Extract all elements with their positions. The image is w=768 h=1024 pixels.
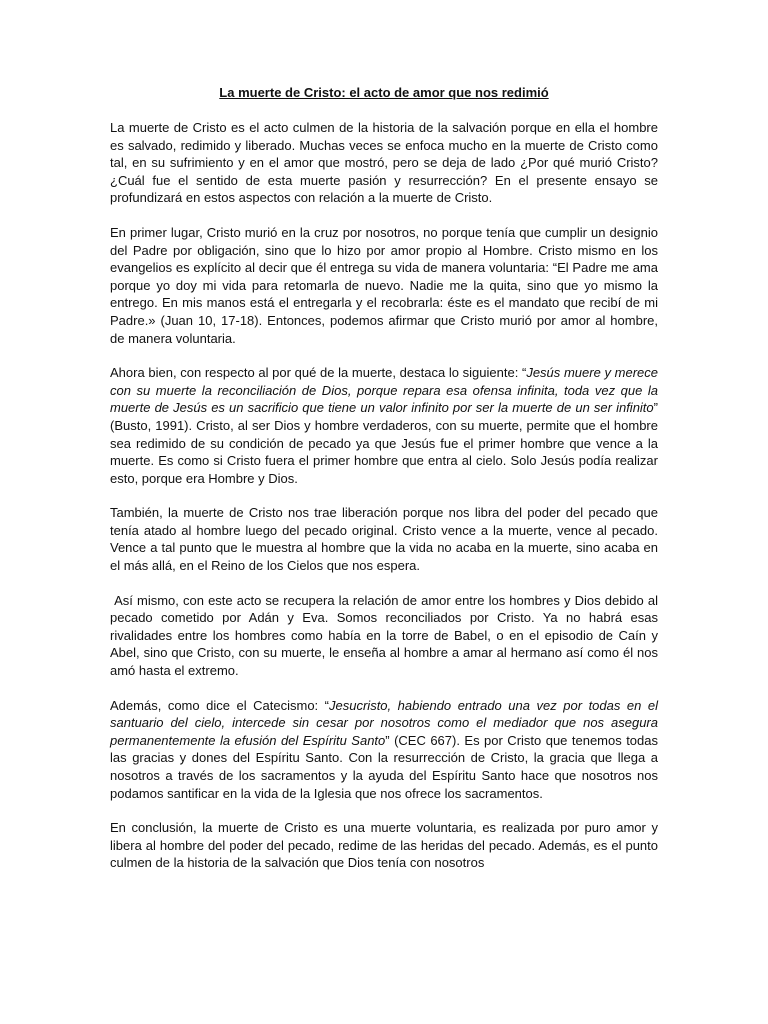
paragraph-text: Ahora bien, con respecto al por qué de la muerte, destaca lo siguiente: “	[110, 365, 527, 381]
paragraph-text: ” (CEC 667). Es por Cristo que tenemos todas las gracias y dones del Espíritu Santo. Con la resurrección de Cristo, la gracia que llega a nosotros a través de los sacramentos y la ayuda del Espíritu Santo hace que nosotros nos podamos santificar en la vida de la Iglesia que nos ofrece los sacramentos.	[110, 732, 658, 801]
paragraph-text: Además, como dice el Catecismo: “	[110, 697, 330, 713]
paragraph-catechism	[110, 697, 658, 803]
document-title: La muerte de Cristo: el acto de amor que nos redimió	[219, 85, 549, 100]
quote-text: Jesucristo, habiendo entrado una vez por todas en el santuario del cielo, intercede sin cesar por nosotros como el mediador que nos asegura permanentemente la efusión del Espíritu Santo	[110, 697, 658, 748]
paragraph-why-death	[110, 364, 658, 487]
document-page	[110, 84, 662, 889]
paragraph-reconciliation: Así mismo, con este acto se recupera la relación de amor entre los hombres y Dios debido al pecado cometido por Adán y Eva. Somos reconciliados por Cristo. Ya no habrá esas rivalidades entre los hombres como había en la torre de Babel, o en el episodio de Caín y Abel, sino que Cristo, con su muerte, le enseña al hombre a amar al hermano así como él nos amó hasta el extremo.	[110, 592, 662, 679]
paragraph-text: ” (Busto, 1991). Cristo, al ser Dios y hombre verdaderos, con su muerte, permite que el hombre sea redimido de su condición de pecado ya que Jesús fue el primer hombre que vence a la muerte. Es como si Cristo fuera el primer hombre que entra al cielo. Solo Jesús podía realizar esto, porque era Hombre y Dios.	[110, 400, 658, 486]
paragraph-first-point: En primer lugar, Cristo murió en la cruz por nosotros, no porque tenía que cumplir un designio del Padre por obligación, sino que lo hizo por amor propio al Hombre. Cristo mismo en los evangelios es explícito al decir que él entrega su vida de manera voluntaria: “El Padre me ama porque yo doy mi vida para retomarla de nuevo. Nadie me la quita, sino que yo mismo la entrego. En mis manos está el entregarla y el recobrarla: éste es el mandato que recibí de mi Padre.» (Juan 10, 17-18). Entonces, podemos afirmar que Cristo murió por amor al hombre, de manera voluntaria.	[110, 224, 658, 346]
paragraph-conclusion: En conclusión, la muerte de Cristo es una muerte voluntaria, es realizada por puro amor y libera al hombre del poder del pecado, redime de las heridas del pecado. Además, es el punto culmen de la historia de la salvación que Dios tenía con nosotros	[110, 820, 658, 871]
paragraph-intro: La muerte de Cristo es el acto culmen de la historia de la salvación porque en ella el hombre es salvado, redimido y liberado. Muchas veces se enfoca mucho en la muerte de Cristo como tal, en su sufrimiento y en el amor que mostró, pero se deja de lado ¿Por qué murió Cristo? ¿Cuál fue el sentido de esta muerte pasión y resurrección? En el presente ensayo se profundizará en estos aspectos con relación a la muerte de Cristo.	[110, 120, 658, 206]
paragraph-liberation: También, la muerte de Cristo nos trae liberación porque nos libra del poder del pecado que tenía atado al hombre luego del pecado original. Cristo vence a la muerte, vence al pecado. Vence a tal punto que le muestra al hombre que la vida no acaba en la muerte, sino acaba en el más allá, en el Reino de los Cielos que nos espera.	[110, 505, 658, 574]
quote-text: Jesús muere y merece con su muerte la reconciliación de Dios, porque repara esa ofensa infinita, toda vez que la muerte de Jesús es un sacrificio que tiene un valor infinito por ser la muerte de un ser infinito	[110, 365, 659, 416]
